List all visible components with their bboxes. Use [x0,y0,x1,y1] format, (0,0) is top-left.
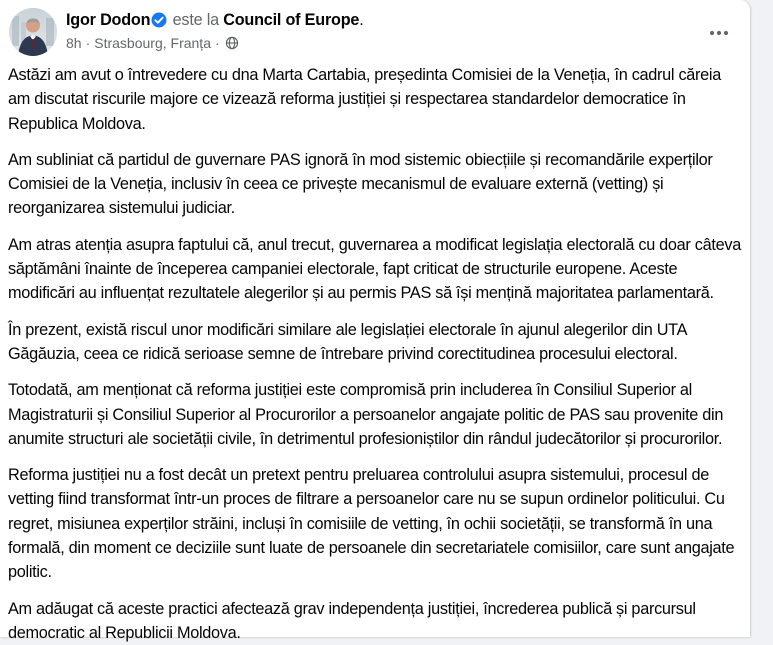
post-header-line1 [66,9,702,31]
separator-dot: · [214,35,220,51]
post-paragraph: Reforma justiției nu a fost decât un pretext pentru preluarea controlului asupra sistemului, procesul de vetting fiind transformat într-un proces de filtrare a persoanelor care nu se supun ordinelor politicului. Cu regret, misiunea experților străini, incluși în comisiile de vetting, în ochii societății, se transformă în una formală, din moment ce deciziile sunt luate de persoanele din secretariatele comisiilor, care sunt angajate politic. [8,466,735,582]
ellipsis-icon [708,22,730,44]
post-header-text [66,8,702,52]
post-paragraph: Am subliniat că partidul de guvernare PAS ignoră în mod sistemic obiecțiile și recomandările experților Comisiei de la Veneția, inclusiv în ceea ce privește mecanismul de evaluare externă (vetting) și reorganizarea sistemului judiciar. [8,150,713,218]
post-paragraph: În prezent, există riscul unor modificări similare ale legislației electorale în ajunul alegerilor din UTA Găgăuzia, ceea ce ridică serioase semne de întrebare privind corectitudinea procesului electoral. [8,320,687,363]
avatar[interactable] [9,8,57,56]
separator-dot: · [85,35,91,51]
location-link[interactable]: Strasbourg, Franța [94,35,211,51]
context-text: este la [172,11,219,29]
post-body [0,56,750,645]
post-paragraph: Totodată, am menționat că reforma justiției este compromisă prin includerea în Consiliul Superior al Magistraturii și Consiliul Superior al Procurorilor a persoanelor angajate politic de PAS sau provenite din anumite structuri ale societății civile, în detrimentul profesioniștilor din rândul judecătorilor și procurorilor. [8,381,724,448]
post-paragraph: Am adăugat că aceste practici afectează grav independența justiției, încrederea publică și parcursul democratic al Republicii Moldova. [8,599,696,642]
timestamp-link[interactable]: 8h [66,35,82,51]
post-header-line2 [66,34,702,52]
place-suffix: . [359,11,364,29]
post-paragraph: Am atras atenția asupra faptului că, anul trecut, guvernarea a modificat legislația electorală cu doar câteva săptămâni înainte de începerea campaniei electorale, fapt criticat de structurile europene. Aceste modificări au influențat rezultatele alegerilor și au permis PAS să își mențină majoritatea parlamentară. [8,235,741,303]
post-header [0,0,750,56]
avatar-photo [9,8,57,56]
post-options-button[interactable] [702,16,736,50]
post-paragraph: Astăzi am avut o întrevedere cu dna Marta Cartabia, președinta Comisiei de la Veneția, în cadrul căreia am discutat riscurile majore ce vizează reforma justiției și respectarea standardelor democratice în Republica Moldova. [8,66,722,133]
place-link[interactable]: Council of Europe [223,11,360,29]
author-name[interactable]: Igor Dodon [66,11,151,29]
privacy-globe-icon [225,36,239,50]
verified-badge-icon [151,12,167,28]
